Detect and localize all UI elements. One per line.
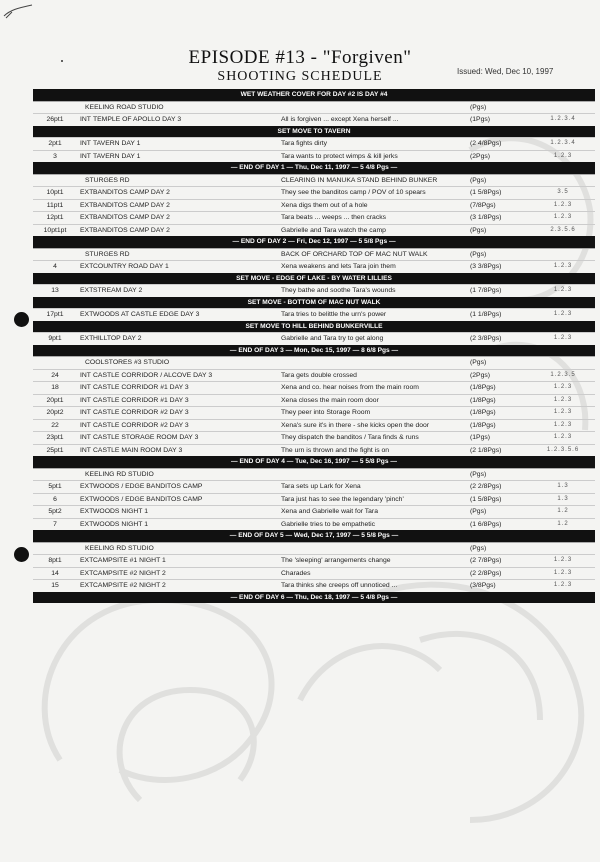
scene-number: 22 (51, 421, 59, 429)
scene-number: 7 (53, 520, 57, 528)
int-ext: INT (80, 396, 91, 404)
scene-description: All is forgiven ... except Xena herself ... (281, 116, 399, 123)
section-bar: SET MOVE TO TAVERN (33, 126, 595, 138)
set-name: WOODS NIGHT 1 (93, 520, 149, 528)
scene-description: Gabrielle tries to be empathetic (281, 520, 376, 528)
scene-description: Xena digs them out of a hole (281, 201, 368, 209)
int-ext: INT (80, 152, 91, 160)
cast-ids: 1.2.3.4 (550, 140, 576, 146)
page-count: (1Pgs) (470, 434, 491, 441)
page-count: (Pgs) (470, 226, 487, 234)
page-count: (1/8Pgs) (470, 384, 496, 391)
scene-row (33, 211, 595, 224)
set-name: TEMPLE OF APOLLO DAY 3 (93, 116, 182, 123)
set-name: TAVERN DAY 1 (93, 140, 141, 147)
page-count: (1/8Pgs) (470, 396, 496, 404)
scene-description: Gabrielle and Tara watch the camp (281, 226, 386, 234)
location-row (33, 101, 595, 114)
scene-row (33, 150, 595, 163)
cast-ids: 1.2.3.5.6 (546, 446, 580, 453)
set-name: WOODS / EDGE BANDITOS CAMP (93, 483, 203, 490)
cast-ids: 1.2.3 (553, 557, 573, 563)
page-count: (2 2/8Pgs) (470, 569, 502, 577)
page-count: (1Pgs) (470, 116, 491, 123)
scene-row (33, 444, 595, 457)
scene-row (33, 381, 595, 394)
scene-number: 13 (51, 287, 59, 294)
page-count: (2Pgs) (470, 371, 491, 379)
scene-row (33, 567, 595, 580)
page-count: (Pgs) (470, 359, 487, 366)
scene-row (33, 518, 595, 531)
scene-row (33, 186, 595, 199)
scene-row (33, 260, 595, 273)
page-count: (2 2/8Pgs) (470, 483, 502, 490)
location-name: KEELING RD STUDIO (85, 470, 154, 478)
scene-number: 8pt1 (48, 557, 62, 564)
scene-description: Tara thinks she creeps off unnoticed ... (281, 582, 398, 589)
page-count: (2 3/8Pgs) (470, 335, 502, 342)
scene-description: Tara wants to protect wimps & kill jerks (281, 152, 398, 160)
cast-ids: 1.2.3 (553, 152, 573, 159)
section-bar: — END OF DAY 2 — Fri, Dec 12, 1997 — 5 5/8 Pgs — (33, 236, 595, 248)
scene-row (33, 284, 595, 297)
schedule-subtitle: SHOOTING SCHEDULE (217, 69, 383, 84)
cast-ids: 1.2.3 (553, 201, 573, 208)
scene-description: Tara tries to belittle the urn's power (281, 311, 387, 318)
scene-number: 23pt1 (46, 434, 64, 441)
episode-title: EPISODE #13 - "Forgiven" (188, 47, 412, 68)
scene-description: The 'sleeping' arrangements change (281, 557, 391, 564)
scene-row (33, 505, 595, 518)
int-ext: INT (80, 409, 91, 416)
int-ext: EXT (80, 201, 94, 209)
scene-description: They dispatch the banditos / Tara finds & runs (281, 434, 419, 441)
cast-ids: 1.2.3 (553, 335, 573, 341)
scene-number: 9pt1 (48, 335, 62, 342)
cast-ids: 1.2.3 (553, 409, 573, 415)
set-name: BANDITOS CAMP DAY 2 (93, 201, 170, 209)
scene-number: 2pt1 (48, 140, 62, 147)
scene-description: Gabrielle and Tara try to get along (281, 335, 384, 342)
scene-description: Tara fights dirty (281, 140, 328, 147)
scene-row (33, 137, 595, 150)
scene-row (33, 419, 595, 432)
page-count: (3 3/8Pgs) (470, 263, 502, 270)
page-count: (Pgs) (470, 508, 487, 515)
scene-row (33, 308, 595, 321)
scene-row (33, 554, 595, 567)
scene-number: 17pt1 (46, 311, 64, 318)
scene-row (33, 332, 595, 345)
set-name: CASTLE CORRIDOR #1 DAY 3 (93, 396, 189, 404)
page-count: (1/8Pgs) (470, 409, 496, 416)
scene-number: 12pt1 (46, 214, 64, 221)
page-count: (1 6/8Pgs) (470, 520, 502, 528)
cast-ids: 1.2 (557, 520, 569, 527)
int-ext: EXT (80, 189, 94, 196)
scene-number: 5pt1 (48, 483, 62, 490)
cast-ids: 3.5 (557, 189, 569, 195)
cast-ids: 1.2.3 (553, 214, 573, 220)
set-name: BANDITOS CAMP DAY 2 (93, 226, 170, 234)
int-ext: EXT (80, 226, 94, 234)
page-count: (2 7/8Pgs) (470, 557, 502, 564)
page-count: (1 7/8Pgs) (470, 287, 502, 294)
scene-description: Xena and Gabrielle wait for Tara (281, 508, 378, 515)
set-name: BANDITOS CAMP DAY 2 (93, 189, 170, 196)
page-count: (3/8Pgs) (470, 582, 496, 589)
set-name: COUNTRY ROAD DAY 1 (93, 263, 169, 270)
cast-ids: 1.2.3 (553, 421, 573, 428)
cast-ids: 1.2.3 (553, 434, 573, 440)
corner-scribble-icon (2, 2, 36, 20)
location-row (33, 174, 595, 187)
page-count: (2 1/8Pgs) (470, 446, 502, 454)
scene-description: Xena's sure it's in there - she kicks open the door (281, 421, 430, 429)
int-ext: EXT (80, 508, 94, 515)
scene-description: The urn is thrown and the fight is on (281, 446, 390, 454)
int-ext: EXT (80, 311, 94, 318)
scene-row (33, 394, 595, 407)
location-name: STURGES RD (85, 176, 130, 184)
int-ext: INT (80, 434, 91, 441)
location-name: STURGES RD (85, 250, 130, 258)
scene-number: 4 (53, 263, 57, 270)
int-ext: EXT (80, 520, 94, 528)
scene-row (33, 199, 595, 212)
section-bar: — END OF DAY 5 — Wed, Dec 17, 1997 — 5 5/8 Pgs — (33, 530, 595, 542)
section-bar: — END OF DAY 4 — Tue, Dec 16, 1997 — 5 5/8 Pgs — (33, 456, 595, 468)
int-ext: EXT (80, 569, 94, 577)
int-ext: INT (80, 116, 91, 123)
set-name: WOODS / EDGE BANDITOS CAMP (93, 495, 203, 503)
location-name: COOLSTORES #3 STUDIO (85, 359, 170, 366)
page-count: (Pgs) (470, 103, 487, 111)
scene-number: 26pt1 (46, 116, 64, 123)
page-count: (1 1/8Pgs) (470, 311, 502, 318)
scene-row (33, 224, 595, 237)
cast-ids: 1.2 (557, 508, 569, 514)
int-ext: EXT (80, 483, 94, 490)
set-name: CASTLE MAIN ROOM DAY 3 (93, 446, 183, 454)
scene-description: They bathe and soothe Tara's wounds (281, 287, 396, 294)
cast-ids: 2.3.5.6 (550, 226, 576, 233)
int-ext: EXT (80, 263, 94, 270)
scene-description: Tara just has to see the legendary 'pinch' (281, 495, 404, 503)
scene-description: They see the banditos camp / POV of 10 spears (281, 189, 426, 196)
int-ext: EXT (80, 582, 94, 589)
set-name: CAMPSITE #2 NIGHT 2 (93, 582, 166, 589)
scene-number: 6 (53, 495, 57, 503)
page-count: (Pgs) (470, 176, 487, 184)
set-name: BANDITOS CAMP DAY 2 (93, 214, 170, 221)
scene-number: 11pt1 (46, 201, 64, 209)
scene-number: 10pt1pt (43, 226, 67, 234)
scene-row (33, 579, 595, 592)
scene-description: Xena weakens and lets Tara join them (281, 263, 396, 270)
set-name: CAMPSITE #1 NIGHT 1 (93, 557, 166, 564)
issued-date: Issued: Wed, Dec 10, 1997 (457, 67, 554, 76)
scene-row (33, 431, 595, 444)
page-count: (3 1/8Pgs) (470, 214, 502, 221)
cast-ids: 1.2.3 (553, 263, 573, 269)
int-ext: INT (80, 446, 91, 454)
cast-ids: 1.2.3.5 (550, 371, 576, 378)
scene-description: Xena closes the main room door (281, 396, 379, 404)
section-bar: SET MOVE - BOTTOM OF MAC NUT WALK (33, 297, 595, 309)
scene-number: 25pt1 (46, 446, 64, 454)
schedule-table (33, 89, 595, 603)
int-ext: INT (80, 421, 91, 429)
page-count: (2 4/8Pgs) (470, 140, 502, 147)
location-row (33, 542, 595, 555)
cast-ids: 1.2.3 (553, 396, 573, 403)
page-count: (1/8Pgs) (470, 421, 496, 429)
scene-number: 15 (51, 582, 59, 589)
cast-ids: 1.2.3 (553, 384, 573, 390)
set-name: CASTLE CORRIDOR #1 DAY 3 (93, 384, 189, 391)
set-name: CAMPSITE #2 NIGHT 2 (93, 569, 166, 577)
page-count: (Pgs) (470, 470, 487, 478)
location-name: KEELING ROAD STUDIO (85, 103, 164, 111)
cast-ids: 1.2.3 (553, 582, 573, 588)
section-bar: — END OF DAY 3 — Mon, Dec 15, 1997 — 8 6/8 Pgs — (33, 345, 595, 357)
int-ext: INT (80, 384, 91, 391)
page-count: (2Pgs) (470, 152, 491, 160)
page-count: (1 5/8Pgs) (470, 495, 502, 503)
int-ext: EXT (80, 287, 94, 294)
page-count: (Pgs) (470, 544, 487, 552)
location-row (33, 356, 595, 369)
punch-hole-icon (14, 547, 29, 562)
section-bar: SET MOVE - EDGE OF LAKE - BY WATER LILLIES (33, 273, 595, 285)
set-name: WOODS AT CASTLE EDGE DAY 3 (93, 311, 200, 318)
cast-ids: 1.3 (557, 495, 569, 502)
scene-number: 20pt1 (46, 396, 64, 404)
int-ext: EXT (80, 335, 94, 342)
cast-ids: 1.2.3 (553, 287, 573, 293)
scene-description: Tara gets double crossed (281, 371, 357, 379)
scene-description: Tara beats ... weeps ... then cracks (281, 214, 387, 221)
set-name: HILLTOP DAY 2 (93, 335, 142, 342)
section-bar: WET WEATHER COVER FOR DAY #2 IS DAY #4 (33, 89, 595, 101)
location-row (33, 468, 595, 481)
scene-number: 5pt2 (48, 508, 62, 515)
cast-ids: 1.2.3 (553, 311, 573, 317)
cast-ids: 1.2.3.4 (550, 116, 576, 122)
set-name: STREAM DAY 2 (93, 287, 143, 294)
scene-row (33, 480, 595, 493)
set-name: TAVERN DAY 1 (93, 152, 141, 160)
int-ext: EXT (80, 557, 94, 564)
scene-description: They peer into Storage Room (281, 409, 371, 416)
scene-number: 24 (51, 371, 59, 379)
scene-row (33, 493, 595, 506)
scene-row (33, 369, 595, 382)
location-row (33, 248, 595, 261)
scene-number: 3 (53, 152, 57, 160)
page-count: (7/8Pgs) (470, 201, 496, 209)
int-ext: EXT (80, 495, 94, 503)
location-detail: BACK OF ORCHARD TOP OF MAC NUT WALK (281, 250, 428, 258)
section-bar: SET MOVE TO HILL BEHIND BUNKERVILLE (33, 321, 595, 333)
scene-number: 18 (51, 384, 59, 391)
location-name: KEELING RD STUDIO (85, 544, 154, 552)
location-detail: CLEARING IN MANUKA STAND BEHIND BUNKER (281, 176, 438, 184)
scene-number: 14 (51, 569, 59, 577)
page-count: (Pgs) (470, 250, 487, 258)
set-name: CASTLE CORRIDOR #2 DAY 3 (93, 409, 189, 416)
section-bar: — END OF DAY 6 — Thu, Dec 18, 1997 — 5 4/8 Pgs — (33, 592, 595, 604)
scene-number: 20pt2 (46, 409, 64, 416)
page-count: (1 5/8Pgs) (470, 189, 502, 196)
int-ext: INT (80, 371, 91, 379)
set-name: CASTLE STORAGE ROOM DAY 3 (93, 434, 199, 441)
scene-row (33, 113, 595, 126)
section-bar: — END OF DAY 1 — Thu, Dec 11, 1997 — 5 4/8 Pgs — (33, 162, 595, 174)
int-ext: INT (80, 140, 91, 147)
punch-hole-icon (14, 312, 29, 327)
set-name: CASTLE CORRIDOR #2 DAY 3 (93, 421, 189, 429)
set-name: WOODS NIGHT 1 (93, 508, 149, 515)
scene-description: Xena and co. hear noises from the main room (281, 384, 419, 391)
scene-description: Charades (281, 569, 311, 577)
cast-ids: 1.2.3 (553, 569, 573, 576)
set-name: CASTLE CORRIDOR / ALCOVE DAY 3 (93, 371, 213, 379)
scene-description: Tara sets up Lark for Xena (281, 483, 361, 490)
scene-row (33, 406, 595, 419)
scene-number: 10pt1 (46, 189, 64, 196)
cast-ids: 1.3 (557, 483, 569, 489)
int-ext: EXT (80, 214, 94, 221)
